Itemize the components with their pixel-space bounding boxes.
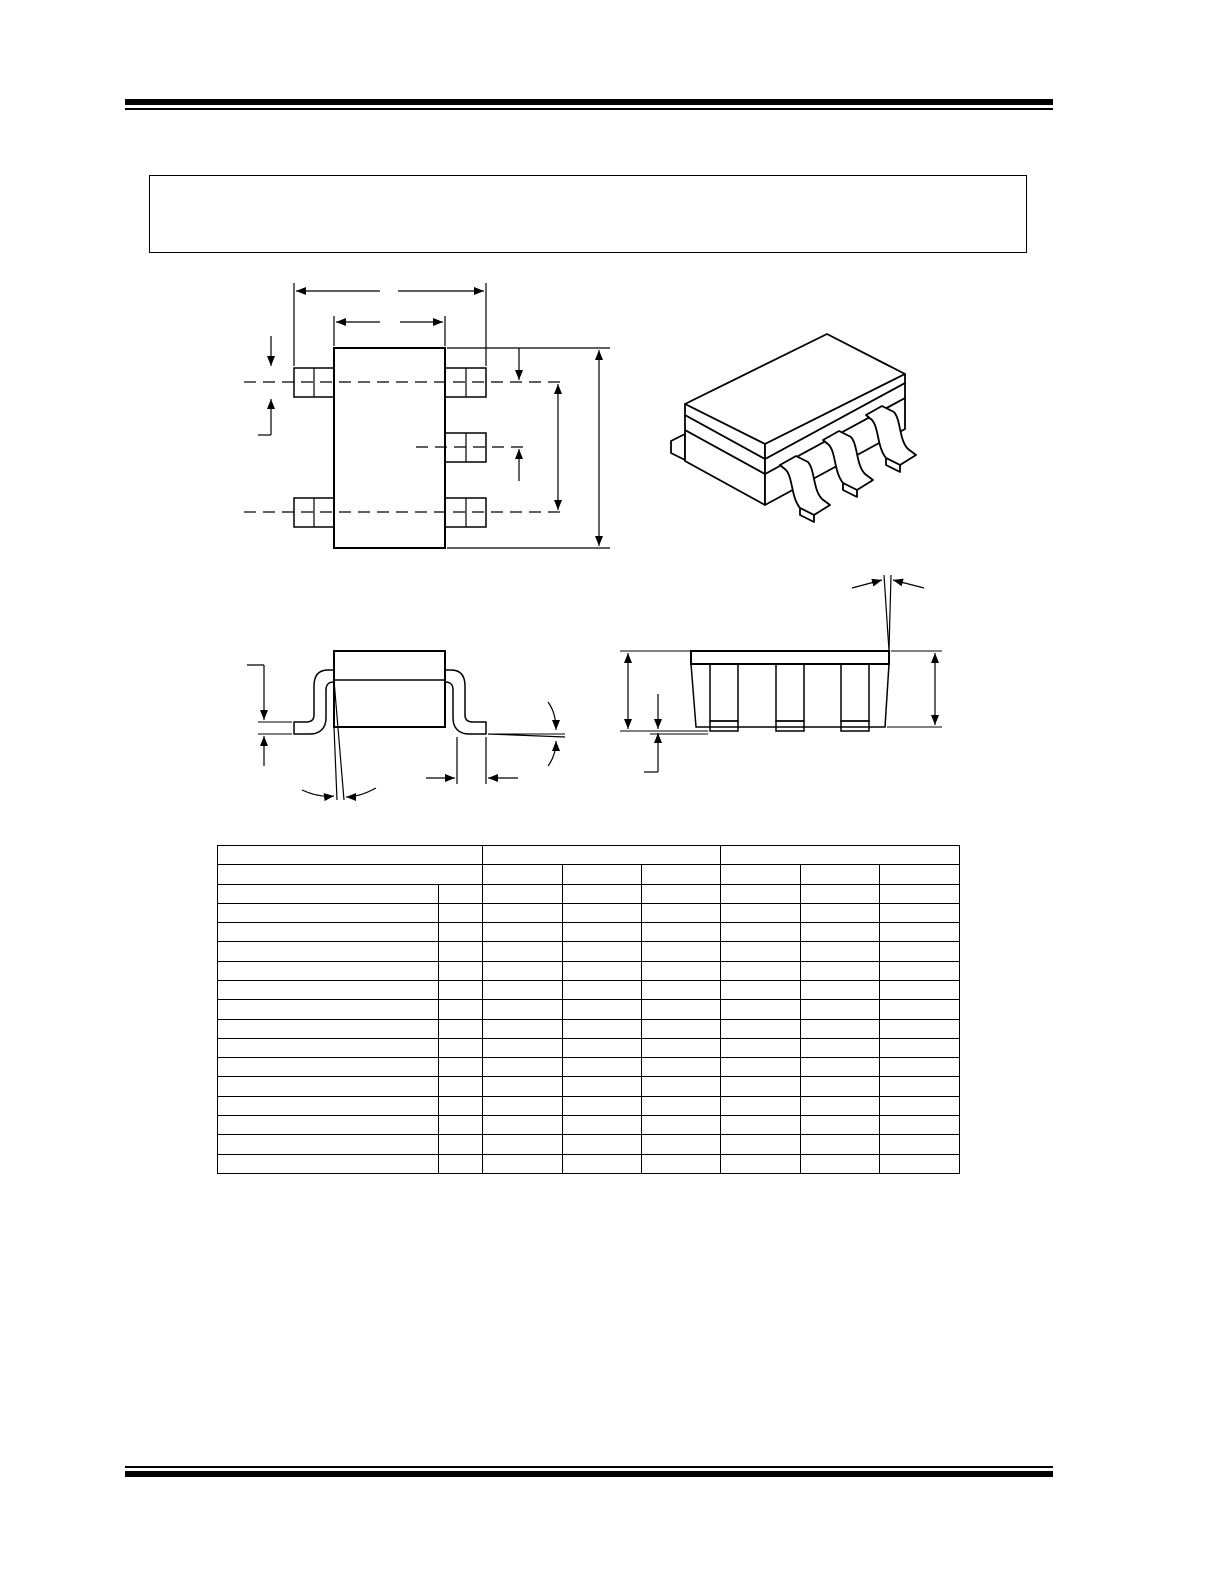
table-cell [483,1058,563,1077]
table-cell [801,923,880,942]
footer-rule-thin [125,1466,1053,1468]
table-cell [439,1000,483,1019]
table-cell [563,1096,642,1115]
table-cell [218,1019,439,1038]
table-cell [642,865,721,884]
table-cell [563,1154,642,1173]
table-cell [439,1096,483,1115]
table-row [218,1019,960,1038]
table-cell [801,1058,880,1077]
table-cell [642,1058,721,1077]
table-cell [483,1019,563,1038]
table-cell [801,980,880,999]
table-row [218,1115,960,1134]
table-cell [721,980,801,999]
table-cell [642,980,721,999]
table-cell [721,1077,801,1096]
table-cell [642,961,721,980]
table-cell [721,942,801,961]
table-cell [801,865,880,884]
table-cell [721,961,801,980]
table-cell [801,942,880,961]
table-cell [563,1019,642,1038]
table-cell [563,1058,642,1077]
table-cell [563,1000,642,1019]
table-cell [880,1038,960,1057]
table-cell [483,1115,563,1134]
table-row [218,1077,960,1096]
side-view [247,651,565,800]
table-cell [721,1154,801,1173]
table-cell [880,1077,960,1096]
table-cell [563,884,642,903]
table-cell [563,1115,642,1134]
table-cell [642,1096,721,1115]
table-cell [563,942,642,961]
table-cell [483,903,563,922]
table-cell [439,1154,483,1173]
table-cell [721,884,801,903]
table-cell [439,961,483,980]
table-cell [880,961,960,980]
table-cell [218,980,439,999]
table-cell [721,1135,801,1154]
table-row [218,980,960,999]
table-cell [880,1096,960,1115]
table-cell [439,1038,483,1057]
table-cell [218,865,483,884]
table-cell [483,942,563,961]
table-cell [218,884,439,903]
table-row [218,884,960,903]
table-body [218,884,960,1173]
table-row [218,1135,960,1154]
table-cell [880,980,960,999]
table-cell [642,903,721,922]
table-cell [880,1135,960,1154]
table-cell [483,923,563,942]
table-cell [439,903,483,922]
table-row [218,1058,960,1077]
table-cell [721,846,960,865]
table-cell [721,923,801,942]
table-cell [439,884,483,903]
table-cell [483,980,563,999]
table-cell [642,1077,721,1096]
end-view [620,575,942,772]
table-cell [218,1096,439,1115]
table-cell [880,1154,960,1173]
table-cell [439,1019,483,1038]
table-cell [218,942,439,961]
table-cell [801,1154,880,1173]
table-cell [801,1135,880,1154]
table-cell [218,1077,439,1096]
table-cell [801,1077,880,1096]
table-cell [880,1115,960,1134]
table-cell [563,923,642,942]
table-cell [721,1096,801,1115]
table-cell [563,980,642,999]
table-cell [801,1115,880,1134]
table-cell [642,942,721,961]
table-cell [880,942,960,961]
table-cell [483,1077,563,1096]
table-cell [801,1000,880,1019]
table-cell [880,865,960,884]
table-cell [721,1058,801,1077]
table-cell [642,1154,721,1173]
table-cell [218,923,439,942]
table-cell [483,1135,563,1154]
table-cell [880,903,960,922]
table-cell [563,865,642,884]
table-row [218,903,960,922]
table-cell [218,1154,439,1173]
table-cell [218,1000,439,1019]
table-cell [218,846,483,865]
table-cell [439,923,483,942]
table-cell [218,1058,439,1077]
table-cell [218,961,439,980]
table-cell [721,1000,801,1019]
table-cell [563,903,642,922]
table-cell [801,1019,880,1038]
table-cell [801,1038,880,1057]
table-row [218,961,960,980]
table-cell [439,942,483,961]
table-cell [642,1115,721,1134]
table-cell [801,1096,880,1115]
table-cell [642,1038,721,1057]
table-row [218,1096,960,1115]
table-cell [563,1135,642,1154]
table-cell [483,865,563,884]
table-cell [483,1096,563,1115]
table-cell [218,1135,439,1154]
table-cell [483,961,563,980]
table-cell [642,884,721,903]
table-row [218,1154,960,1173]
table-cell [563,1038,642,1057]
table-cell [801,903,880,922]
table-cell [880,1019,960,1038]
table-cell [483,846,721,865]
table-cell [642,1000,721,1019]
table-cell [218,903,439,922]
table-cell [721,1115,801,1134]
table-cell [642,1135,721,1154]
table-cell [218,1038,439,1057]
top-view [244,283,610,548]
table-cell [880,884,960,903]
table-cell [801,961,880,980]
table-cell [483,1038,563,1057]
table-row [218,1000,960,1019]
table-cell [483,884,563,903]
table-row [218,923,960,942]
dimension-table [217,845,960,1174]
table-cell [439,1058,483,1077]
table-cell [439,1115,483,1134]
table-cell [563,1077,642,1096]
table-cell [721,1019,801,1038]
table-cell [642,923,721,942]
table-cell [483,1000,563,1019]
table-cell [439,1077,483,1096]
table-cell [721,903,801,922]
table-header-row [218,865,960,884]
table-cell [880,1000,960,1019]
table-cell [721,1038,801,1057]
table-cell [439,1135,483,1154]
table-cell [721,865,801,884]
table-header-row [218,846,960,865]
table-cell [880,923,960,942]
footer-rule-thick [125,1471,1053,1477]
table-cell [483,1154,563,1173]
table-cell [880,1058,960,1077]
table-cell [642,1019,721,1038]
isometric-view [671,334,916,522]
table-cell [218,1115,439,1134]
table-cell [801,884,880,903]
table-row [218,942,960,961]
table-cell [563,961,642,980]
table-cell [439,980,483,999]
table-row [218,1038,960,1057]
